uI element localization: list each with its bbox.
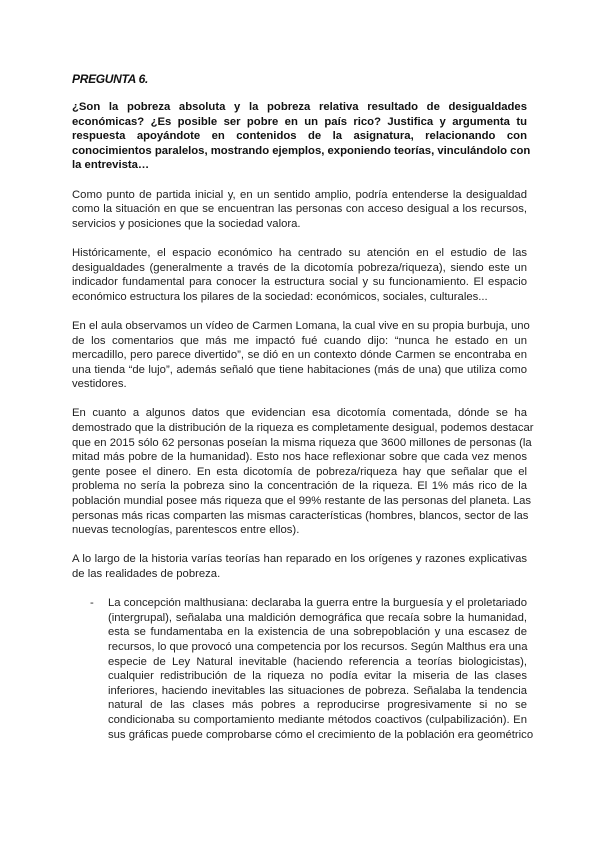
text-line: indicador fundamental para conocer la estructura social y su funcionamiento. El espacio	[72, 276, 527, 289]
text-line: nuevas tecnologías, parentescos entre ellos).	[72, 524, 300, 537]
text-line: servicios y posiciones que la sociedad valora.	[72, 217, 301, 230]
text-line: económicas? ¿Es posible ser pobre en un país rico? Justifica y argumenta tu	[72, 115, 527, 128]
text-line: En el aula observamos un vídeo de Carmen Lomana, la cual vive en su propia burbuja, uno	[72, 319, 530, 332]
text-line: mercadillo, pero parece divertido”, se dió en un contexto dónde Carmen se encontraba en	[72, 349, 527, 362]
text-line: económico estructura los pilares de la sociedad: económicos, sociales, culturales...	[72, 290, 488, 303]
text-line: Históricamente, el espacio económico ha centrado su atención en el estudio de las	[72, 246, 527, 259]
text-line: inferiores, haciendo inevitables las situaciones de pobreza. Señalaba la tendencia	[108, 684, 527, 697]
text-line: de los comentarios que más me impactó fué cuando dijo: “nunca he estado en un	[72, 334, 527, 347]
text-line: A lo largo de la historia varías teorías han reparado en los orígenes y razones explicativas	[72, 553, 527, 566]
text-line: población mundial posee más riqueza que el 99% restante de las personas del planeta. Las	[72, 495, 532, 508]
text-line: respuesta apoyándote en contenidos de la asignatura, relacionando con	[72, 130, 527, 143]
paragraph	[72, 188, 527, 232]
text-line: que en 2015 sólo 62 personas poseían la misma riqueza que 3600 millones de personas (la	[72, 436, 532, 449]
text-line: demostrado que la distribución de la riqueza es completamente desigual, podemos destacar	[72, 422, 534, 435]
text-line: especie de Ley Natural inevitable (haciendo referencia a teorías biologicistas),	[108, 655, 527, 668]
text-line: vestidores.	[72, 378, 127, 391]
text-line: En cuanto a algunos datos que evidencian esa dicotomía comentada, dónde se ha	[72, 407, 527, 420]
bullet-dash: -	[90, 597, 94, 610]
text-line: condicionaba su comportamiento mediante métodos coactivos (culpabilización). En	[108, 713, 527, 726]
text-line: (intergrupal), señalaba una maldición demográfica que recaía sobre la humanidad,	[108, 611, 527, 624]
bullet-item	[72, 596, 534, 742]
text-line: recursos, lo que provocó una competencia por los recursos. Según Malthus era una	[108, 640, 528, 653]
paragraph	[72, 319, 530, 392]
text-line: la entrevista…	[72, 159, 150, 172]
text-line: mitad más pobre de la humanidad). Esto nos hace reflexionar sobre que cada vez menos	[72, 451, 527, 464]
text-line: cualquier redistribución de la riqueza no podía evitar la miseria de las clases	[108, 670, 527, 683]
text-line: desigualdades (generalmente a través de la dicotomía pobreza/riqueza), siendo este un	[72, 261, 527, 274]
text-line: La concepción malthusiana: declaraba la guerra entre la burguesía y el proletariado	[108, 597, 527, 610]
paragraph	[72, 246, 527, 304]
text-line: problema no sería la pobreza sino la concentración de la riqueza. El 1% más rico de la	[72, 480, 527, 493]
paragraph	[72, 406, 534, 537]
text-line: natural de las clases más pobres a reproducirse progresivamente si no se	[108, 699, 527, 712]
text-line: como la situación en que se encuentran las personas con acceso desigual a los recursos,	[72, 203, 527, 216]
text-line: gente posee el dinero. En esta dicotomía de pobreza/riqueza hay que señalar que el	[72, 465, 527, 478]
text-line: Como punto de partida inicial y, en un sentido amplio, podría entenderse la desigualdad	[72, 188, 527, 201]
paragraph	[72, 552, 527, 581]
document-body	[72, 100, 534, 742]
text-line: de las realidades de pobreza.	[72, 568, 221, 580]
text-line: esta se fundamentaba en la existencia de una sobrepoblación y una escasez de	[108, 626, 527, 639]
text-line: personas más ricas comparten las mismas características (hombres, blancos, sector de las	[72, 509, 529, 522]
text-line: ¿Son la pobreza absoluta y la pobreza relativa resultado de desigualdades	[72, 101, 527, 113]
text-line: sus gráficas puede comprobarse cómo el crecimiento de la población era geométrico	[108, 728, 534, 741]
document-page	[72, 72, 534, 757]
text-line: una tienda “de lujo”, además señaló que tiene habitaciones (más de una) que utiliza como	[72, 363, 527, 376]
text-line: conocimientos paralelos, mostrando ejemplos, exponiendo teorías, vinculándolo con	[72, 144, 531, 157]
page-title: PREGUNTA 6.	[72, 72, 149, 86]
question-paragraph	[72, 100, 531, 173]
